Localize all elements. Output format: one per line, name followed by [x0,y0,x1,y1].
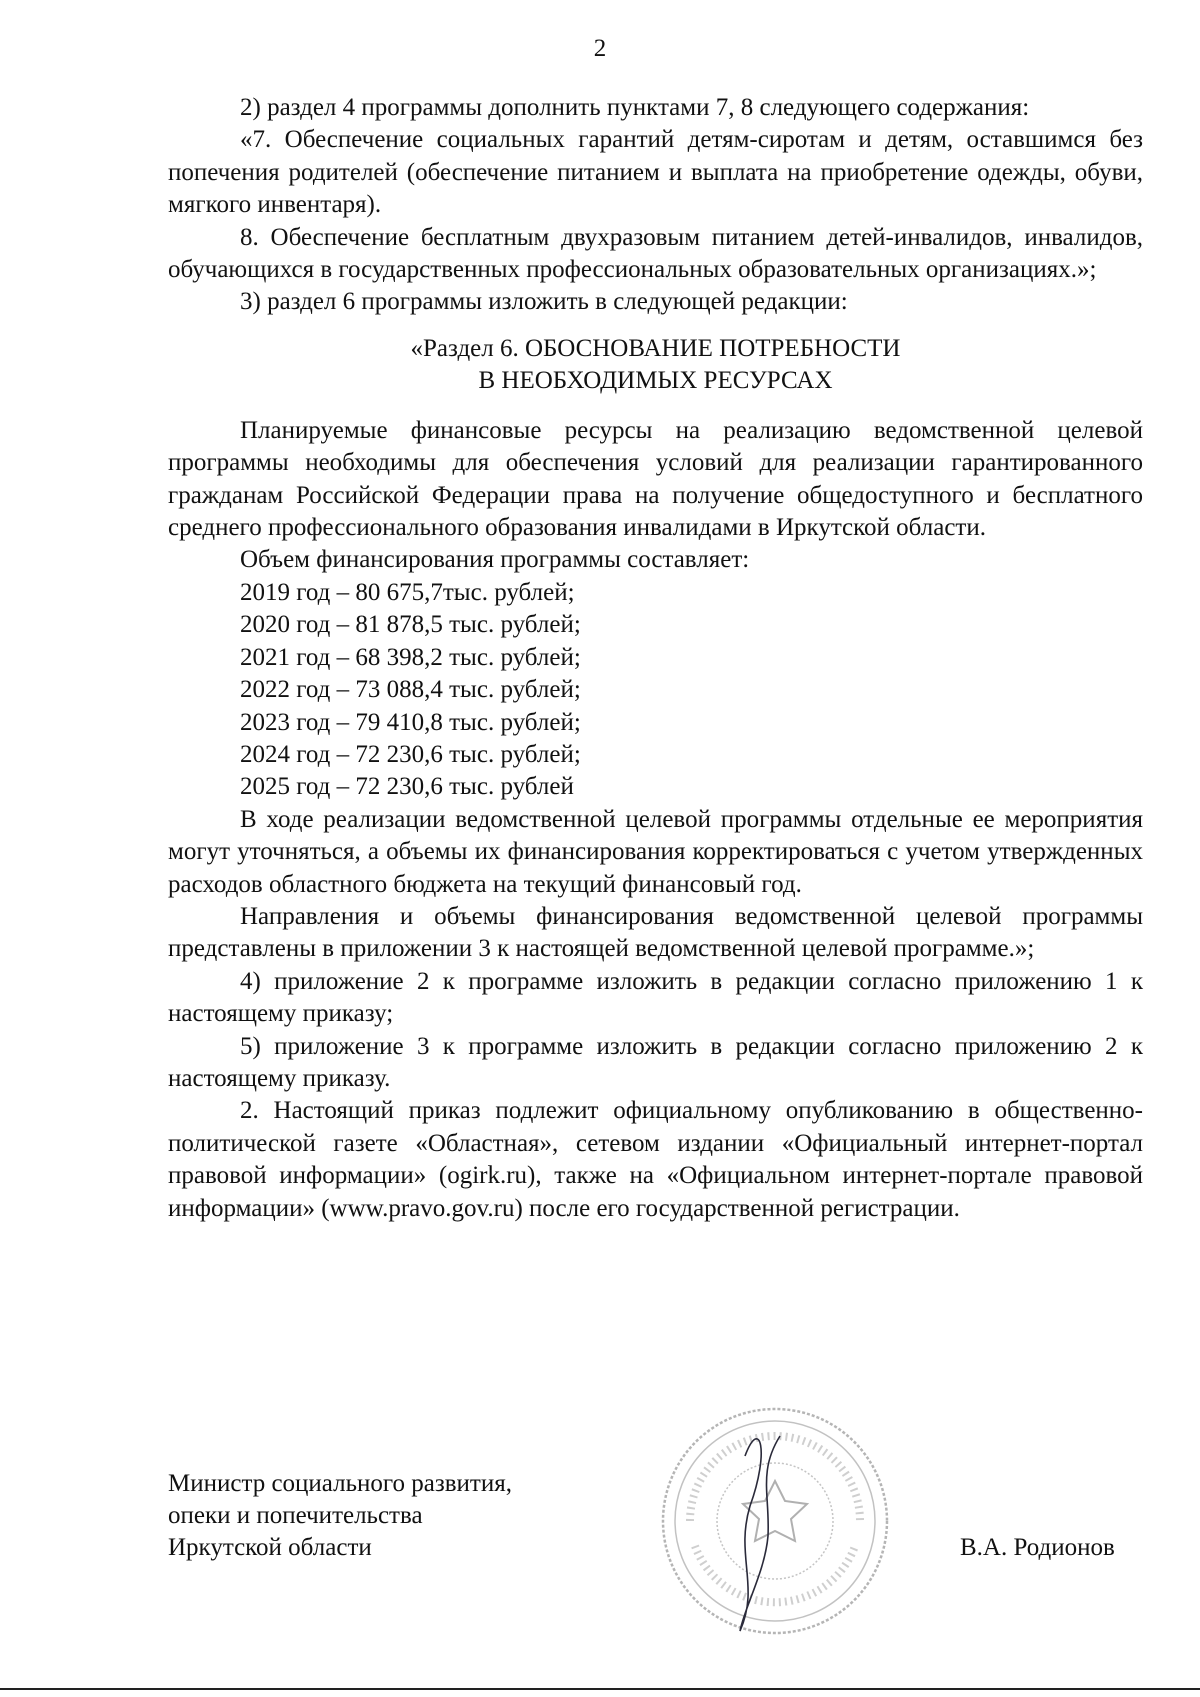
page-number: 2 [593,35,607,62]
body-paragraph-2: В ходе реализации ведомственной целевой программы отдельные ее мероприятия могут уточняться, а объемы их финансирования корректироваться с учетом утвержденных расходов областного бюджета на текущий финансовый год. [168,805,1143,898]
financing-line-2024: 2024 год – 72 230,6 тыс. рублей; [240,740,581,768]
intro-item-3: 3) раздел 6 программы изложить в следующей редакции: [240,288,848,316]
body-paragraph-3: Направления и объемы финансирования ведомственной целевой программы представлены в приложении 3 к настоящей ведомственной целевой программе.»; [168,902,1143,963]
item-4: 4) приложение 2 к программе изложить в редакции согласно приложению 1 к настоящему приказу; [168,967,1143,1028]
document-body [168,92,1143,1225]
signature-title-block [168,1468,512,1564]
body-paragraph-1: Планируемые финансовые ресурсы на реализацию ведомственной целевой программы необходимы для обеспечения условий для реализации гарантированного гражданам Российской Федерации права на получение общедоступного и бесплатного среднего профессионального образования инвалидами в Иркутской области. [168,416,1143,542]
financing-line-2021: 2021 год – 68 398,2 тыс. рублей; [240,643,581,671]
financing-line-2023: 2023 год – 79 410,8 тыс. рублей; [240,708,581,736]
signer-name: В.А. Родионов [960,1534,1115,1561]
item-2-publication: 2. Настоящий приказ подлежит официальному опубликованию в общественно-политической газете «Областная», сетевом издании «Официальный интернет-портал правовой информации» (ogirk.ru), также на «Официальном интернет-портале правовой информации» (www.pravo.gov.ru) после его государственной регистрации. [168,1097,1143,1222]
bottom-divider [0,1688,1200,1690]
financing-intro: Объем финансирования программы составляет: [240,546,750,574]
official-seal-icon [650,1396,900,1646]
intro-item-8: 8. Обеспечение бесплатным двухразовым питанием детей-инвалидов, инвалидов, обучающихся в государственных профессиональных образовательных организациях.»; [168,223,1143,284]
signature-title-line2: опеки и попечительства [168,1502,423,1529]
signature-title-line1: Министр социального развития, [168,1470,512,1497]
signature-title-line3: Иркутской области [168,1534,372,1561]
section-heading [168,333,1143,397]
section-heading-line2: В НЕОБХОДИМЫХ РЕСУРСАХ [478,366,833,394]
financing-line-2022: 2022 год – 73 088,4 тыс. рублей; [240,676,581,704]
item-5: 5) приложение 3 к программе изложить в редакции согласно приложению 2 к настоящему приказу. [168,1032,1143,1092]
intro-item-2: 2) раздел 4 программы дополнить пунктами 7, 8 следующего содержания: [240,94,1030,121]
financing-line-2019: 2019 год – 80 675,7тыс. рублей; [240,578,575,606]
intro-item-7: «7. Обеспечение социальных гарантий детям-сиротам и детям, оставшимся без попечения родителей (обеспечение питанием и выплата на приобретение одежды, обуви, мягкого инвентаря). [168,126,1143,219]
financing-line-2020: 2020 год – 81 878,5 тыс. рублей; [240,611,581,639]
financing-list [168,577,1143,804]
section-heading-line1: «Раздел 6. ОБОСНОВАНИЕ ПОТРЕБНОСТИ [410,334,901,362]
financing-line-2025: 2025 год – 72 230,6 тыс. рублей [240,773,574,801]
